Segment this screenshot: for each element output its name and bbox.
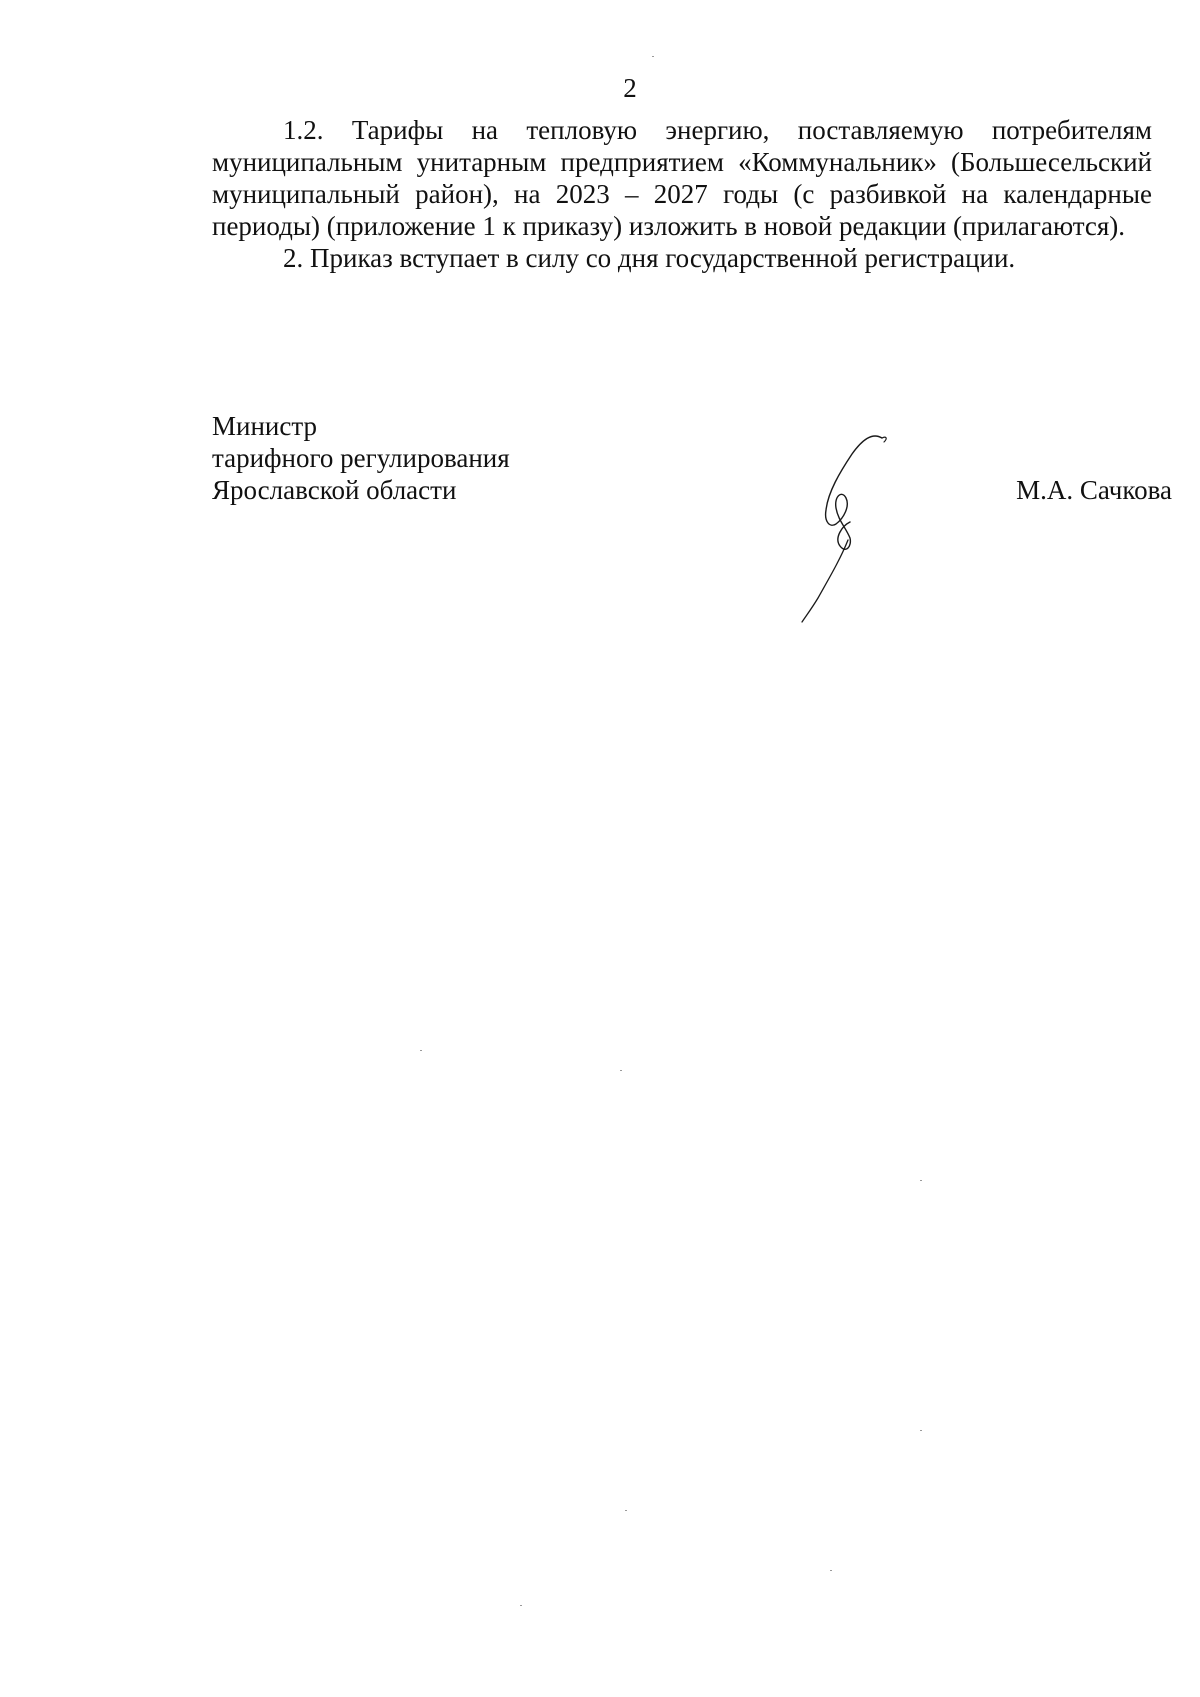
handwritten-signature — [800, 430, 910, 625]
signer-position-line-1: Министр — [212, 411, 317, 441]
scan-speck — [920, 1430, 922, 1431]
scan-speck — [920, 1180, 922, 1181]
scan-speck — [830, 1570, 832, 1571]
signer-position-line-3: Ярославской области — [212, 475, 457, 505]
signer-name: М.А. Сачкова — [1016, 475, 1172, 505]
page-number: 2 — [623, 73, 637, 103]
scan-speck — [620, 1070, 622, 1071]
scan-speck — [420, 1050, 422, 1051]
signer-position-line-2: тарифного регулирования — [212, 443, 510, 473]
scan-speck — [652, 56, 654, 57]
scan-speck — [625, 1510, 627, 1511]
signature-block — [212, 410, 1172, 506]
document-body — [212, 114, 1152, 274]
scan-speck — [520, 1605, 522, 1606]
paragraph-2: 2. Приказ вступает в силу со дня государственной регистрации. — [283, 243, 1016, 273]
paragraph-1-2: 1.2. Тарифы на тепловую энергию, поставляемую потребителям муниципальным унитарным предприятием «Коммунальник» (Большесельский муниципальный район), на 2023 – 2027 годы (с разбивкой на календарные периоды) (приложение 1 к приказу) изложить в новой редакции (прилагаются). — [212, 115, 1152, 241]
